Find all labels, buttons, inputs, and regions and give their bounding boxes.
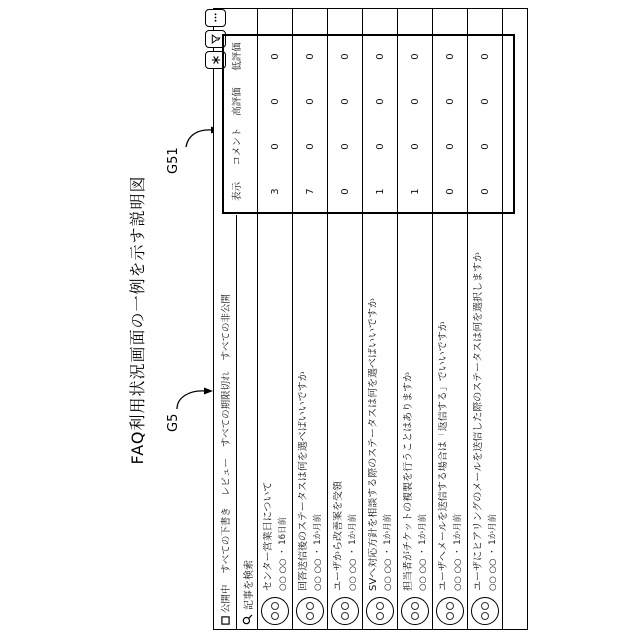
article-meta: ○○ ○○ ・ 1か月前 xyxy=(453,513,463,591)
article-row[interactable] xyxy=(397,9,432,629)
views-value: 0 xyxy=(479,188,491,195)
tab-all-expired[interactable] xyxy=(218,371,232,447)
search-icon xyxy=(242,614,253,625)
comments-value: 0 xyxy=(409,143,421,150)
article-title: SVへ対応方針を相談する際のステータスは何を選べばいいですか xyxy=(368,298,379,591)
article-stats xyxy=(293,34,327,214)
article-title: 回答送信後のステータスは何を選べばいいですか xyxy=(298,371,309,591)
figure-title: FAQ利用状況画面の一例を示す説明図 xyxy=(128,175,147,465)
upvotes-value: 0 xyxy=(374,98,386,105)
column-header-comments: コメント xyxy=(232,127,243,166)
views-value: 7 xyxy=(304,188,316,195)
article-stats xyxy=(468,34,502,214)
avatar xyxy=(296,597,324,625)
article-stats xyxy=(258,34,292,214)
tab-label: レビュー xyxy=(221,458,232,497)
tab-bar-divider xyxy=(236,215,237,629)
avatar xyxy=(471,597,499,625)
views-value: 1 xyxy=(374,188,386,195)
article-text xyxy=(333,221,358,591)
comments-value: 0 xyxy=(479,143,491,150)
article-title: ユーザにヒアリングのメールを送信した際のステータスは何を選択しますか xyxy=(473,252,484,591)
comments-value: 0 xyxy=(304,143,316,150)
stats-header-row xyxy=(229,34,243,214)
toolbar xyxy=(205,9,226,69)
downvotes-value: 0 xyxy=(374,53,386,60)
avatar xyxy=(366,597,394,625)
article-stats xyxy=(328,34,362,214)
column-header-downvotes: 低評価 xyxy=(232,42,243,71)
article-meta: ○○ ○○ ・ 1か月前 xyxy=(313,513,323,591)
article-stats xyxy=(398,34,432,214)
downvotes-value: 0 xyxy=(339,53,351,60)
avatar xyxy=(436,597,464,625)
downvotes-value: 0 xyxy=(269,53,281,60)
filter-button[interactable] xyxy=(205,30,226,48)
article-text xyxy=(298,221,323,591)
tab-label: すべての非公開 xyxy=(221,294,232,361)
article-title: センター営業日について xyxy=(263,481,274,591)
article-stats xyxy=(433,34,467,214)
upvotes-value: 0 xyxy=(479,98,491,105)
views-value: 0 xyxy=(339,188,351,195)
tab-all-drafts[interactable] xyxy=(218,507,232,573)
article-text xyxy=(263,221,288,591)
downvotes-value: 0 xyxy=(409,53,421,60)
article-text xyxy=(438,221,463,591)
article-stats xyxy=(363,34,397,214)
ref-label-g51: G51 xyxy=(166,147,181,174)
comments-value: 0 xyxy=(339,143,351,150)
article-row[interactable] xyxy=(362,9,397,629)
views-value: 3 xyxy=(269,188,281,195)
views-value: 1 xyxy=(409,188,421,195)
more-options-icon xyxy=(210,13,221,24)
tab-label: すべての下書き xyxy=(221,507,232,574)
article-meta: ○○ ○○ ・ 16日前 xyxy=(278,516,288,591)
asterisk-button[interactable] xyxy=(205,51,226,69)
column-header-views: 表示 xyxy=(232,182,243,202)
column-header-upvotes: 高評価 xyxy=(232,87,243,116)
search-placeholder: 記事を検索 xyxy=(243,560,255,610)
avatar xyxy=(331,597,359,625)
filter-funnel-icon xyxy=(211,34,221,44)
article-title: 担当者がチケットの複製を行うことはありますか xyxy=(403,371,414,591)
article-text xyxy=(403,221,428,591)
search-input[interactable] xyxy=(238,560,256,625)
tab-review[interactable] xyxy=(218,458,232,496)
article-meta: ○○ ○○ ・ 1か月前 xyxy=(348,513,358,591)
upvotes-value: 0 xyxy=(339,98,351,105)
downvotes-value: 0 xyxy=(479,53,491,60)
views-value: 0 xyxy=(444,188,456,195)
article-row[interactable] xyxy=(467,9,502,629)
article-title: ユーザから改善案を受領 xyxy=(333,481,344,591)
more-options-button[interactable] xyxy=(205,9,226,27)
ref-label-g5: G5 xyxy=(166,413,181,432)
article-row[interactable] xyxy=(292,9,327,629)
faq-usage-screen xyxy=(213,8,528,630)
upvotes-value: 0 xyxy=(304,98,316,105)
article-meta: ○○ ○○ ・ 1か月前 xyxy=(488,513,498,591)
article-text xyxy=(368,221,393,591)
asterisk-icon xyxy=(211,55,221,65)
article-list-icon xyxy=(221,616,230,625)
upvotes-value: 0 xyxy=(269,98,281,105)
upvotes-value: 0 xyxy=(409,98,421,105)
tab-all-unpublished[interactable] xyxy=(218,294,232,360)
downvotes-value: 0 xyxy=(304,53,316,60)
comments-value: 0 xyxy=(269,143,281,150)
article-row[interactable] xyxy=(327,9,362,629)
downvotes-value: 0 xyxy=(444,53,456,60)
article-list xyxy=(257,9,503,629)
article-title: ユーザへメールを送信する場合は「返信する」でいいですか xyxy=(438,321,449,591)
upvotes-value: 0 xyxy=(444,98,456,105)
tab-label: 公開中 xyxy=(221,584,232,613)
tab-published[interactable] xyxy=(218,584,232,625)
article-meta: ○○ ○○ ・ 1か月前 xyxy=(383,513,393,591)
article-row[interactable] xyxy=(257,9,292,629)
article-text xyxy=(473,221,498,591)
avatar xyxy=(261,597,289,625)
comments-value: 0 xyxy=(444,143,456,150)
article-meta: ○○ ○○ ・ 1か月前 xyxy=(418,513,428,591)
article-row[interactable] xyxy=(432,9,467,629)
g5-arrow-icon xyxy=(177,388,213,410)
tab-label: すべての期限切れ xyxy=(221,371,232,448)
comments-value: 0 xyxy=(374,143,386,150)
avatar xyxy=(401,597,429,625)
